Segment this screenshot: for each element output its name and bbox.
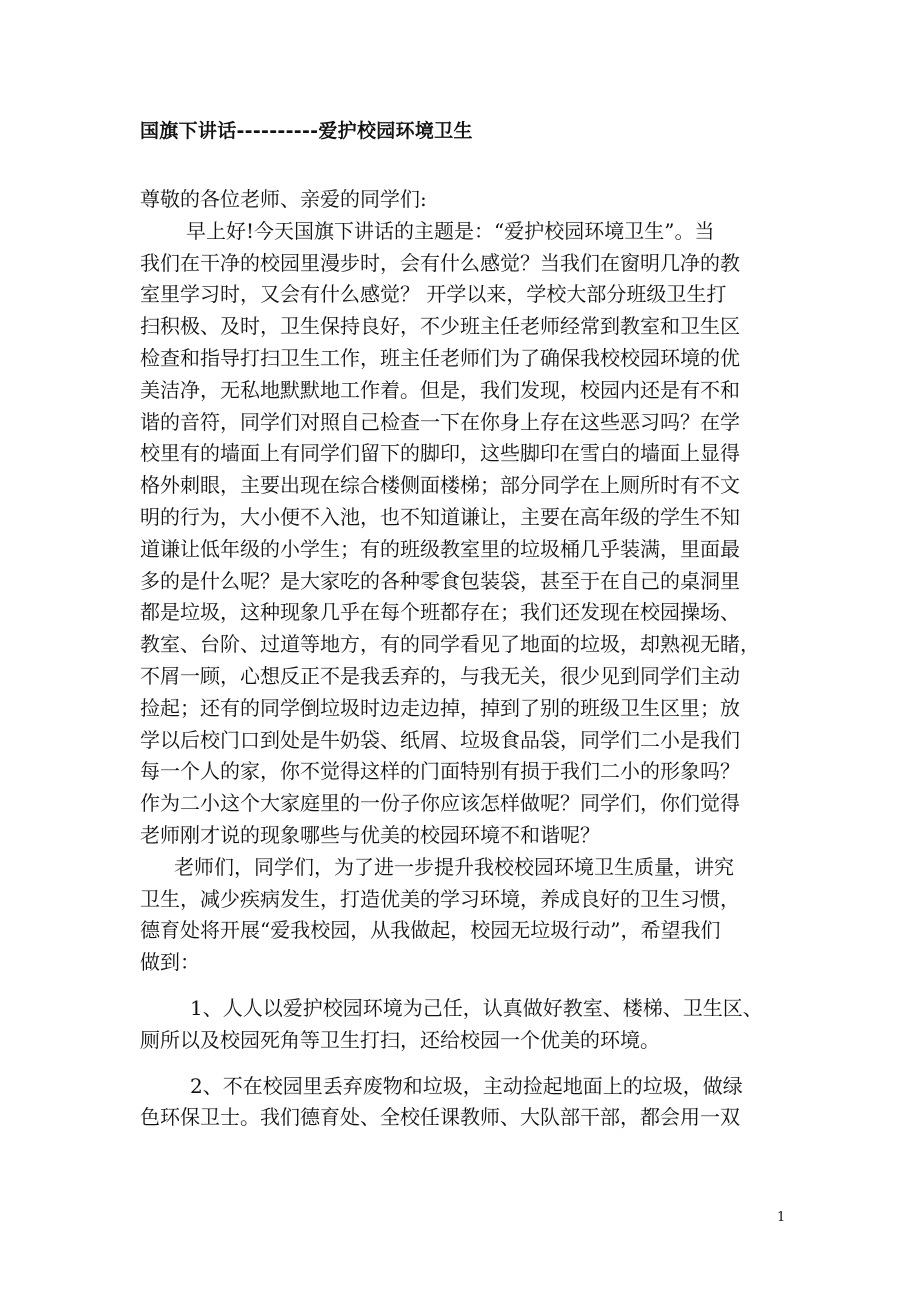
text-line: 学以后校门口到处是牛奶袋、纸屑、垃圾食品袋，同学们二小是我们 (140, 727, 740, 752)
text-line: 捡起；还有的同学倒垃圾时边走边掉，掉到了别的班级卫生区里；放 (140, 695, 740, 720)
text-line: 格外刺眼，主要出现在综合楼侧面楼梯；部分同学在上厕所时有不文 (140, 473, 740, 498)
text-line: 不屑一顾，心想反正不是我丢弃的，与我无关，很少见到同学们主动 (140, 663, 740, 688)
text-line: 我们在干净的校园里漫步时，会有什么感觉？当我们在窗明几净的教 (140, 250, 740, 275)
text-line: 色环保卫士。我们德育处、全校任课教师、大队部干部，都会用一双 (140, 1105, 740, 1130)
text-line: 厕所以及校园死角等卫生打扫，还给校园一个优美的环境。 (140, 1027, 660, 1052)
paragraph-gap (140, 979, 820, 993)
text-line: 扫积极、及时，卫生保持良好，不少班主任老师经常到教室和卫生区 (140, 314, 740, 339)
text-line: 校里有的墙面上有同学们留下的脚印，这些脚印在雪白的墙面上显得 (140, 441, 740, 466)
text-line: 老师们，同学们，为了进一步提升我校校园环境卫生质量，讲究 (174, 854, 734, 879)
text-line: 谐的音符，同学们对照自己检查一下在你身上存在这些恶习吗？在学 (140, 409, 740, 434)
text-line: 明的行为，大小便不入池，也不知道谦让，主要在高年级的学生不知 (140, 504, 740, 529)
text-line: 美洁净，无私地默默地工作着。但是，我们发现，校园内还是有不和 (140, 377, 740, 402)
text-line: 作为二小这个大家庭里的一份子你应该怎样做呢？同学们，你们觉得 (140, 791, 740, 816)
speech-body (140, 184, 820, 1134)
text-line: 室里学习时，又会有什么感觉？ 开学以来，学校大部分班级卫生打 (140, 282, 727, 307)
text-line: 2、不在校园里丢弃废物和垃圾，主动捡起地面上的垃圾，做绿 (190, 1073, 743, 1098)
text-line: 教室、台阶、过道等地方，有的同学看见了地面的垃圾，却熟视无睹， (140, 632, 760, 657)
text-line: 检查和指导打扫卫生工作，班主任老师们为了确保我校校园环境的优 (140, 345, 740, 370)
text-line: 每一个人的家，你不觉得这样的门面特别有损于我们二小的形象吗？ (140, 759, 740, 784)
text-line: 1、人人以爱护校园环境为己任，认真做好教室、楼梯、卫生区、 (190, 995, 763, 1020)
text-line: 老师刚才说的现象哪些与优美的校园环境不和谐呢？ (140, 822, 600, 847)
text-line: 多的是什么呢？是大家吃的各种零食包装袋，甚至于在自己的桌洞里 (140, 568, 740, 593)
paragraph-gap (140, 1057, 820, 1071)
page-number: 1 (777, 1210, 786, 1225)
text-line: 道谦让低年级的小学生；有的班级教室里的垃圾桶几乎装满，里面最 (140, 536, 740, 561)
text-line: 做到： (140, 950, 200, 975)
document-title: 国旗下讲话----------爱护校园环境卫生 (140, 120, 473, 142)
text-line: 尊敬的各位老师、亲爱的同学们: (140, 187, 427, 211)
text-line: 卫生，减少疾病发生，打造优美的学习环境，养成良好的卫生习惯， (140, 886, 740, 911)
text-line: 德育处将开展“爱我校园，从我做起，校园无垃圾行动”，希望我们 (140, 918, 721, 943)
text-line: 早上好!今天国旗下讲话的主题是：“爱护校园环境卫生”。当 (186, 218, 715, 243)
text-line: 都是垃圾，这种现象几乎在每个班都存在；我们还发现在校园操场、 (140, 600, 740, 625)
